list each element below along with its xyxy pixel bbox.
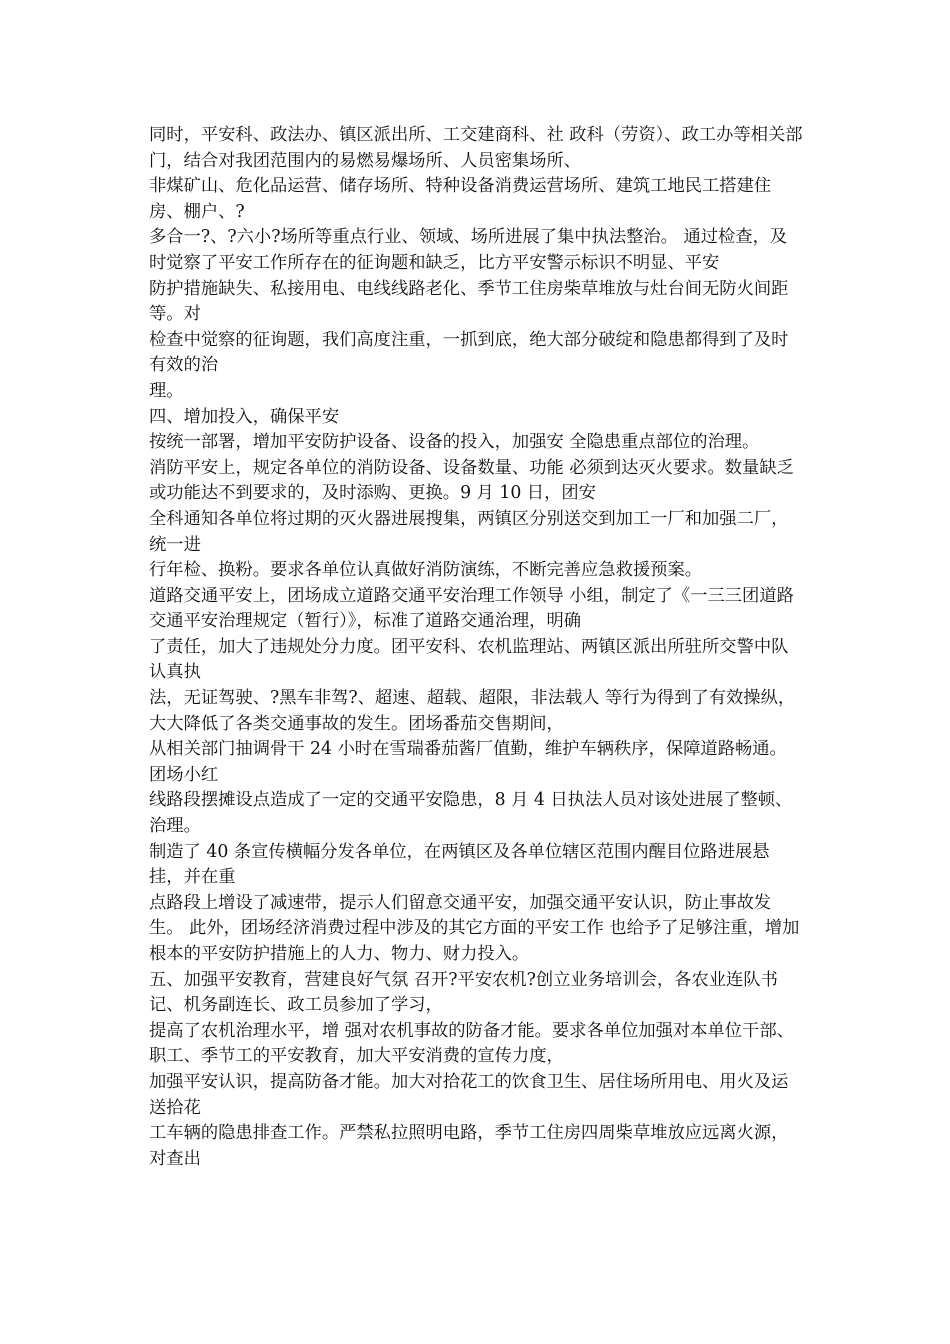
paragraph-1: 同时，平安科、政法办、镇区派出所、工交建商科、社 政科（劳资）、政工办等相关部门，结合对我团范围内的易燃易爆场所、人员密集场所、 (149, 125, 803, 171)
paragraph-8: 按统一部署，增加平安防护设备、设备的投入，加强安 全隐患重点部位的治理。 (149, 432, 760, 453)
paragraph-6: 理。 (149, 380, 184, 401)
paragraph-11: 行年检、换粉。要求各单位认真做好消防演练，不断完善应急救援预案。 (149, 560, 703, 581)
paragraph-22: 工车辆的隐患排查工作。严禁私拉照明电路，季节工住房四周柴草堆放应远离火源，对查出 (149, 1123, 789, 1169)
paragraph-18: 点路段上增设了减速带，提示人们留意交通平安，加强交通平安认识，防止事故发生。 此外，团场经济消费过程中涉及的其它方面的平安工作 也给予了足够注重，增加根本的平安防护措施上的人力、物力、财力投入。 (149, 892, 800, 964)
paragraph-9: 消防平安上，规定各单位的消防设备、设备数量、功能 必须到达灭火要求。数量缺乏或功能达不到要求的，及时添购、更换。9 月 10 日，团安 (149, 457, 794, 504)
paragraph-20: 提高了农机治理水平，增 强对农机事故的防备才能。要求各单位加强对本单位干部、职工、季节工的平安教育，加大平安消费的宣传力度， (149, 1020, 794, 1067)
paragraph-21: 加强平安认识，提高防备才能。加大对拾花工的饮食卫生、居住场所用电、用火及运送拾花 (149, 1071, 789, 1118)
paragraph-5: 检查中觉察的征询题，我们高度注重，一抓到底，绝大部分破绽和隐患都得到了及时有效的治 (149, 329, 789, 376)
paragraph-3: 多合一?、?六小?场所等重点行业、领域、场所进展了集中执法整治。 通过检查，及时觉察了平安工作所存在的征询题和缺乏，比方平安警示标识不明显、平安 (149, 227, 788, 273)
paragraph-2: 非煤矿山、危化品运营、储存场所、特种设备消费运营场所、建筑工地民工搭建住房、棚户、? (149, 176, 772, 222)
paragraph-13: 了责任，加大了违规处分力度。团平安科、农机监理站、两镇区派出所驻所交警中队认真执 (149, 636, 789, 683)
paragraph-16: 线路段摆摊设点造成了一定的交通平安隐患，8 月 4 日执法人员对该处进展了整顿、治理。 (149, 790, 793, 837)
document-body (149, 123, 803, 1172)
section-heading-5: 五、加强平安教育，营建良好气氛 召开?平安农机?创立业务培训会，各农业连队书记、机务副连长、政工员参加了学习， (149, 969, 778, 1016)
paragraph-15: 从相关部门抽调骨干 24 小时在雪瑞番茄酱厂值勤，维护车辆秩序，保障道路畅通。团场小红 (149, 739, 787, 785)
paragraph-14: 法，无证驾驶、?黑车非驾?、超速、超载、超限，非法载人 等行为得到了有效操纵，大大降低了各类交通事故的发生。团场番茄交售期间， (149, 688, 796, 734)
paragraph-17: 制造了 40 条宣传横幅分发各单位，在两镇区及各单位辖区范围内醒目位路进展悬挂，并在重 (149, 841, 770, 888)
paragraph-12: 道路交通平安上，团场成立道路交通平安治理工作领导 小组，制定了《一三三团道路交通平安治理规定（暂行）》，标准了道路交通治理，明确 (149, 585, 794, 632)
paragraph-10: 全科通知各单位将过期的灭火器进展搜集，两镇区分别送交到加工一厂和加强二厂，统一进 (149, 508, 789, 555)
paragraph-4: 防护措施缺失、私接用电、电线线路老化、季节工住房柴草堆放与灶台间无防火间距等。对 (149, 278, 789, 325)
section-heading-4: 四、增加投入，确保平安 (149, 406, 340, 427)
